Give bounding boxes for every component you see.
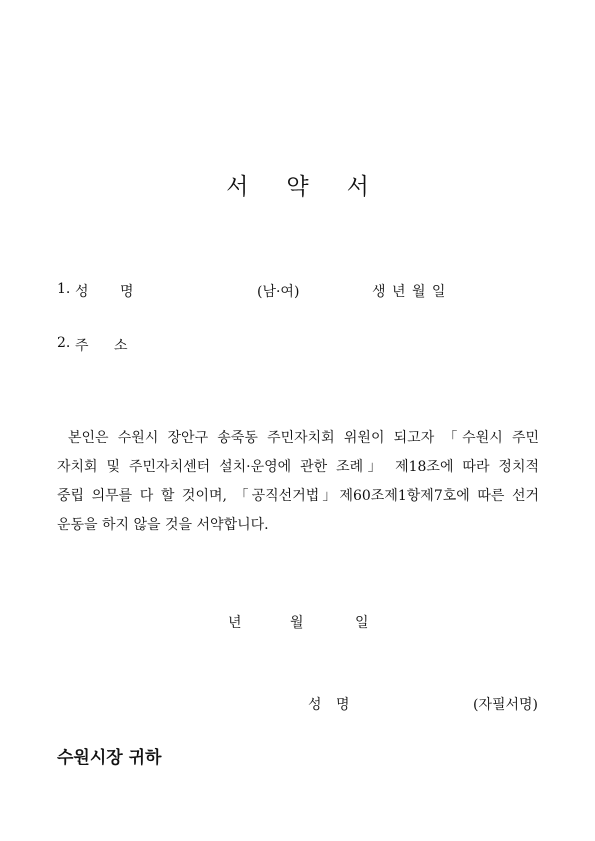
name-field-label-char-1: 성 [75,284,89,300]
gender-selector[interactable]: (남·여) [257,284,300,300]
address-field-number: 2. [57,335,71,351]
document-title [0,168,595,201]
statement-line-4: 운동을 하지 않을 것을 서약합니다. [57,517,269,533]
name-field-number: 1. [57,281,71,297]
date-day-label: 일 [355,615,369,631]
title-char-2: 약 [286,174,347,200]
signature-label-char-1: 성 [308,697,322,713]
date-month-label: 월 [290,615,304,631]
addressee: 수원시장 귀하 [57,748,162,768]
pledge-statement [57,424,539,540]
statement-line-2: 자치회 및 주민자치센터 설치·운영에 관한 조례」 제18조에 따라 정치적 [57,459,539,475]
name-field-label-char-2: 명 [120,284,134,300]
address-field-label-char-2: 소 [114,338,128,354]
date-year-label: 년 [228,615,242,631]
title-char-1: 서 [226,174,287,200]
birthdate-label: 생 년 월 일 [372,284,446,300]
address-field-label-char-1: 주 [75,338,89,354]
statement-line-3: 중립 의무를 다 할 것이며, 「공직선거법」제60조제1항제7호에 따른 선거 [57,488,539,504]
signature-label-char-2: 명 [336,697,350,713]
statement-line-1: 본인은 수원시 장안구 송죽동 주민자치회 위원이 되고자 「수원시 주민 [68,430,539,446]
signature-note: (자필서명) [473,697,539,713]
title-char-3: 서 [346,174,407,200]
